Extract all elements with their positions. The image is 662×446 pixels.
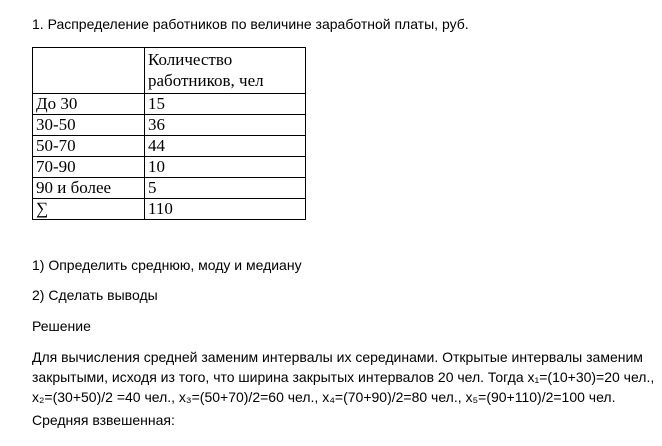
table-row (33, 94, 306, 115)
interval-cell: 50-70 (33, 136, 145, 157)
count-cell: 36 (145, 115, 306, 136)
paragraph-line: x₂=(30+50)/2 =40 чел., x₃=(50+70)/2=60 чел., x₄=(70+90)/2=80 чел., x₅=(90+110)/2=100 чел. (32, 389, 616, 405)
interval-cell: 70-90 (33, 157, 145, 178)
interval-cell: 30-50 (33, 115, 145, 136)
task-title: 1. Распределение работников по величине заработной платы, руб. (32, 16, 469, 32)
table-row (33, 136, 306, 157)
paragraph-line: Для вычисления средней заменим интервалы их серединами. Открытые интервалы заменим (32, 349, 643, 365)
distribution-table (32, 47, 306, 220)
count-cell: 5 (145, 178, 306, 199)
table-row (33, 178, 306, 199)
table-row (33, 115, 306, 136)
paragraph-line: закрытыми, исходя из того, что ширина закрытых интервалов 20 чел. Тогда x₁=(10+30)=20 чел., (32, 369, 655, 385)
solution-heading: Решение (32, 318, 91, 334)
total-count-cell: 110 (145, 199, 306, 220)
count-cell: 10 (145, 157, 306, 178)
count-cell: 44 (145, 136, 306, 157)
count-cell: 15 (145, 94, 306, 115)
weighted-average-label: Средняя взвешенная: (32, 412, 175, 428)
interval-cell: До 30 (33, 94, 145, 115)
question-1: 1) Определить среднюю, моду и медиану (32, 257, 302, 273)
question-2: 2) Сделать выводы (32, 287, 158, 303)
sum-symbol-cell: ∑ (33, 199, 145, 220)
header-cell-count: Количество работников, чел (145, 48, 306, 94)
table-header-row (33, 48, 306, 94)
interval-cell: 90 и более (33, 178, 145, 199)
table-row (33, 157, 306, 178)
solution-paragraph (32, 347, 655, 407)
header-cell-interval (33, 48, 145, 94)
table-total-row (33, 199, 306, 220)
